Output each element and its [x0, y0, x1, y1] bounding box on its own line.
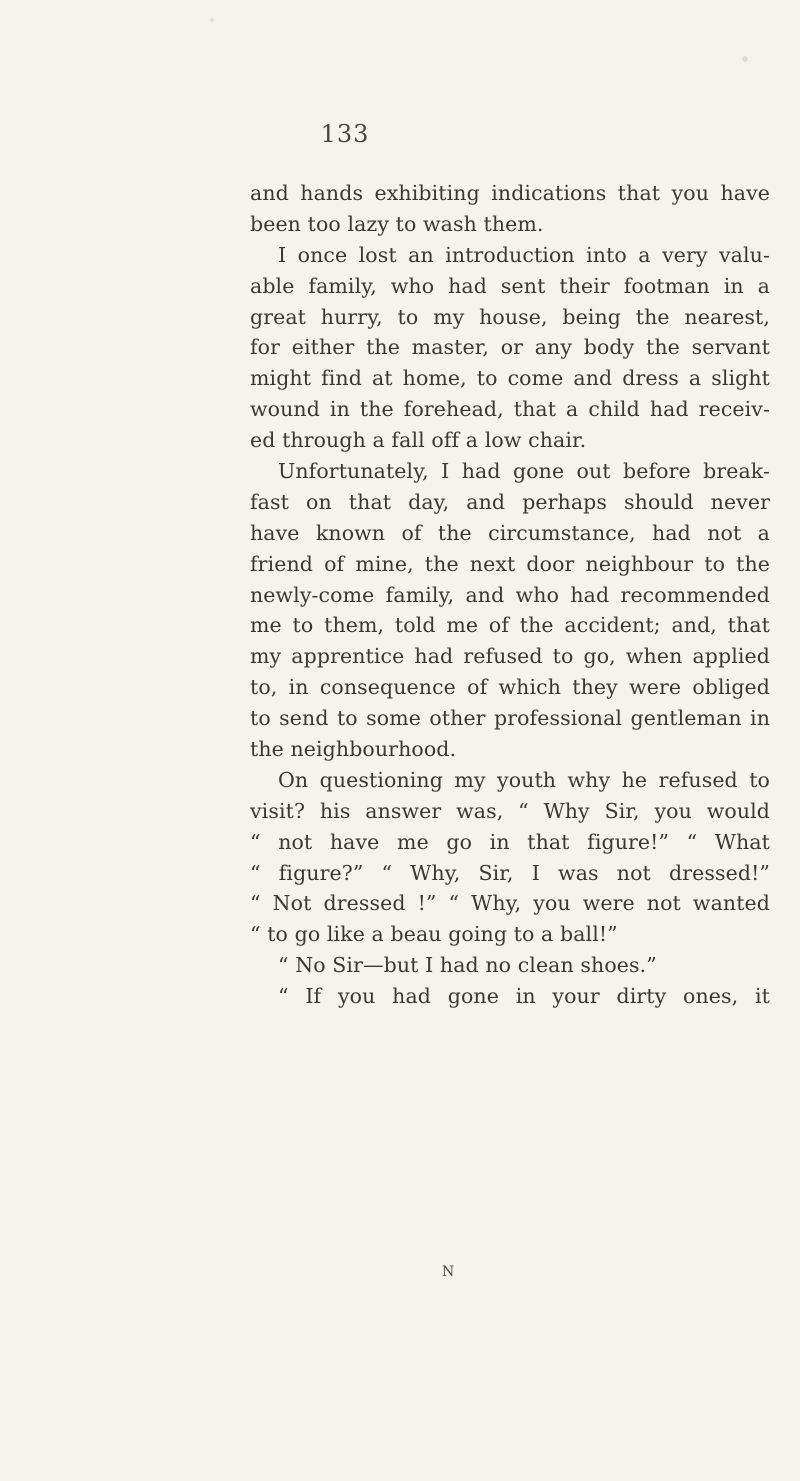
- text-line: “ not have me go in that figure!” “ What: [250, 829, 770, 854]
- text-line: great hurry, to my house, being the nearest,: [250, 304, 770, 329]
- text-line: “ figure?” “ Why, Sir, I was not dressed!”: [250, 860, 770, 885]
- paper-speck: [742, 56, 748, 62]
- text-line: my apprentice had refused to go, when applied: [250, 644, 770, 669]
- text-line: and hands exhibiting indications that you have: [250, 181, 770, 205]
- signature-mark: N: [442, 1264, 455, 1280]
- paper-speck: [210, 18, 214, 22]
- text-line: wound in the forehead, that a child had receiv-: [250, 397, 770, 422]
- text-line: Unfortunately, I had gone out before break-: [278, 459, 770, 484]
- text-line: have known of the circumstance, had not a: [250, 520, 770, 545]
- text-line: friend of mine, the next door neighbour to the: [250, 551, 770, 576]
- text-line: visit? his answer was, “ Why Sir, you would: [250, 798, 770, 823]
- text-line: to, in consequence of which they were obliged: [250, 675, 770, 700]
- text-line: the neighbourhood.: [250, 737, 457, 762]
- text-line: newly-come family, and who had recommended: [250, 582, 770, 607]
- text-line: fast on that day, and perhaps should never: [250, 489, 770, 514]
- text-line: to send to some other professional gentleman in: [250, 706, 770, 731]
- body-text: [250, 178, 770, 1012]
- text-line: been too lazy to wash them.: [250, 211, 544, 236]
- text-line: “ Not dressed !” “ Why, you were not wanted: [250, 891, 770, 916]
- text-line: “ to go like a beau going to a ball!”: [250, 922, 618, 947]
- text-line: able family, who had sent their footman in a: [250, 273, 770, 298]
- text-line: ed through a fall off a low chair.: [250, 428, 587, 453]
- page-number: 133: [320, 120, 370, 148]
- text-line: On questioning my youth why he refused to: [278, 767, 770, 792]
- text-line: I once lost an introduction into a very valu-: [278, 242, 770, 267]
- text-line: “ If you had gone in your dirty ones, it: [278, 984, 770, 1009]
- text-line: might find at home, to come and dress a slight: [250, 366, 770, 391]
- text-line: me to them, told me of the accident; and, that: [250, 613, 770, 638]
- text-line: “ No Sir—but I had no clean shoes.”: [278, 953, 657, 978]
- text-line: for either the master, or any body the servant: [250, 335, 770, 360]
